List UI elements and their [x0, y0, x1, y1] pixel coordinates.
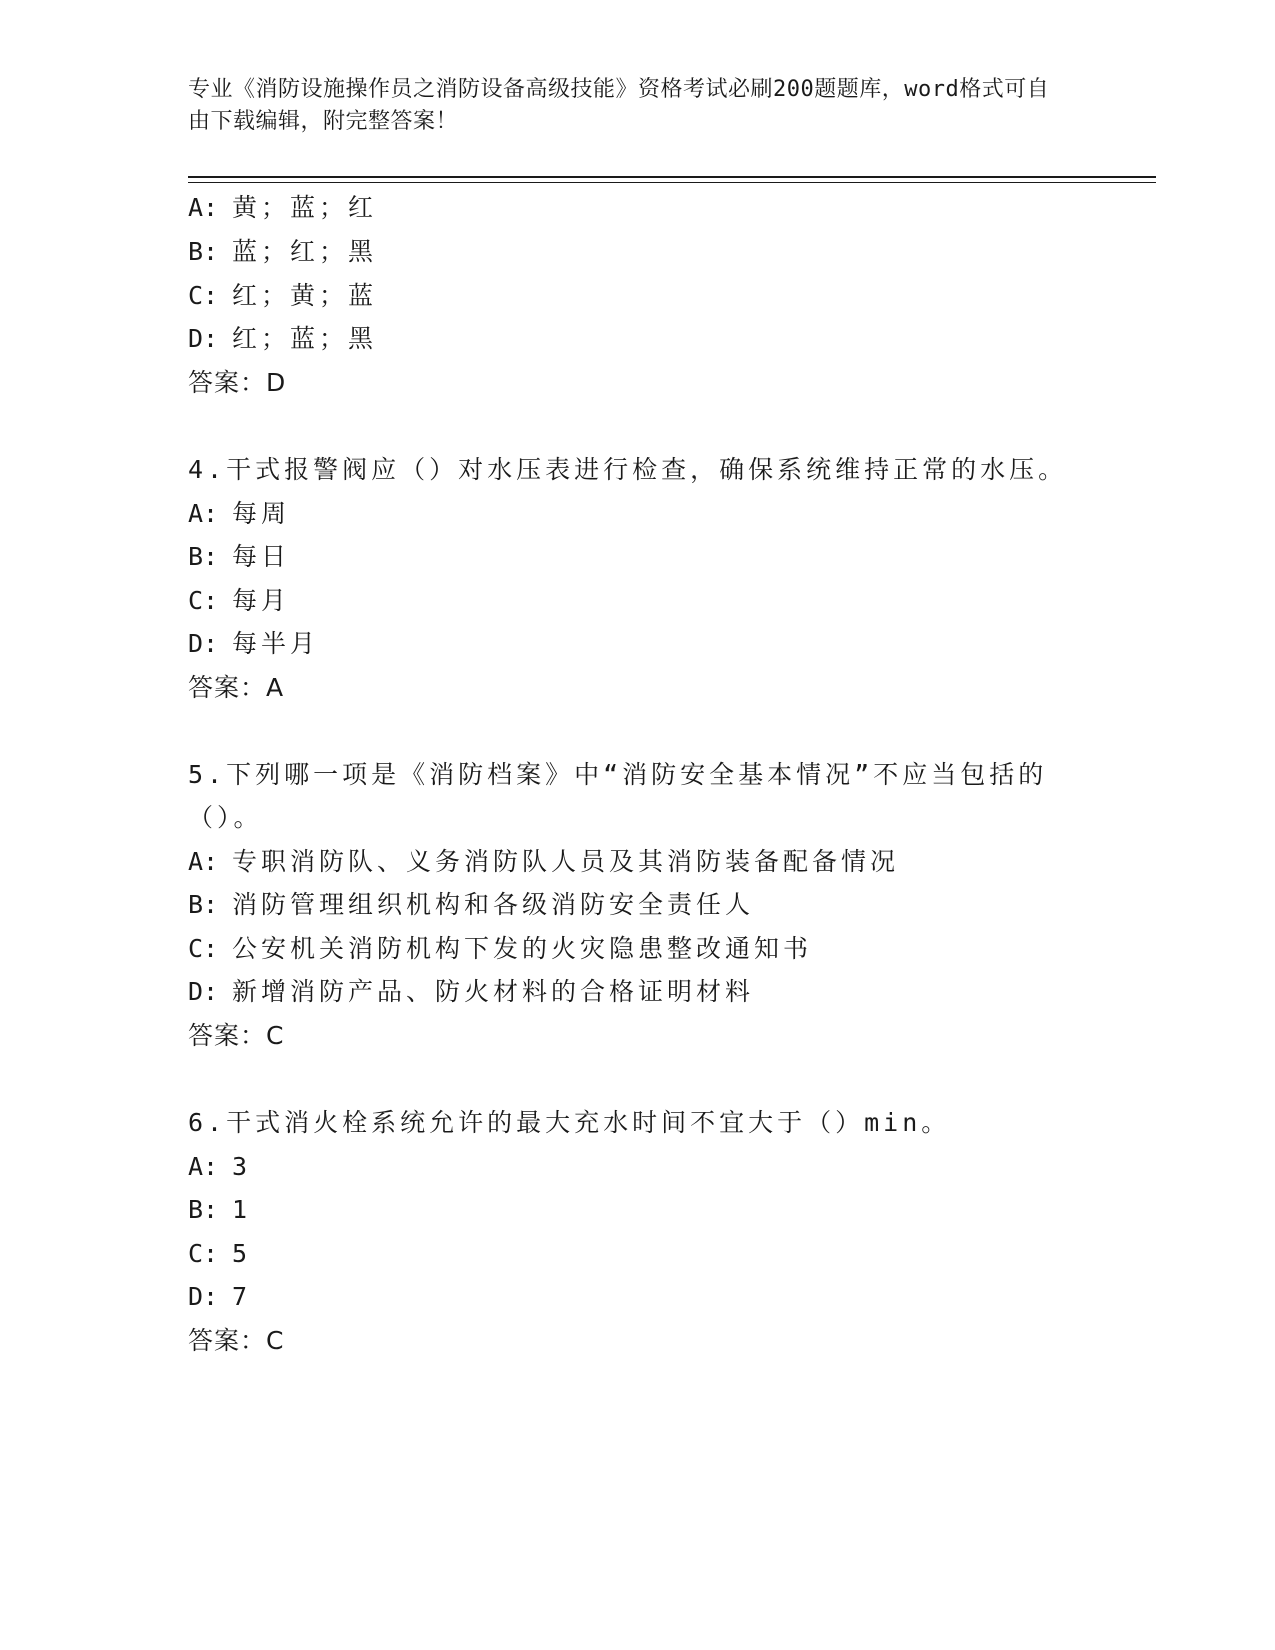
q5-option-c: [188, 933, 812, 965]
header-divider-thin: [188, 182, 1156, 183]
option-letter: B:: [188, 542, 219, 571]
option-text: 1: [232, 1195, 252, 1224]
option-text: 蓝；红；黑: [232, 237, 378, 266]
q4-option-a: [188, 498, 290, 530]
q5-option-d: [188, 976, 754, 1008]
q3-answer: 答案：D: [188, 368, 287, 397]
option-text: 红；蓝；黑: [232, 324, 378, 353]
q6-option-d: [188, 1281, 251, 1313]
option-text: 专职消防队、义务消防队人员及其消防装备配备情况: [232, 847, 900, 876]
q5-option-b: [188, 889, 754, 921]
option-letter: C:: [188, 586, 219, 615]
option-letter: C:: [188, 1239, 219, 1268]
option-text: 每月: [232, 586, 291, 615]
q3-option-d: [188, 323, 377, 355]
option-text: 每日: [232, 542, 291, 571]
q4-option-b: [188, 541, 290, 573]
option-letter: B:: [188, 237, 219, 266]
option-letter: A:: [188, 847, 219, 876]
option-letter: D:: [188, 977, 219, 1006]
option-letter: D:: [188, 1282, 219, 1311]
q4-question: 4.干式报警阀应（）对水压表进行检查，确保系统维持正常的水压。: [188, 455, 1068, 484]
option-text: 公安机关消防机构下发的火灾隐患整改通知书: [232, 934, 813, 963]
option-letter: C:: [188, 281, 219, 310]
q4-option-d: [188, 628, 319, 660]
q6-option-b: [188, 1194, 251, 1226]
q6-option-a: [188, 1151, 251, 1183]
option-letter: B:: [188, 890, 219, 919]
option-letter: A:: [188, 499, 219, 528]
q5-answer: 答案：C: [188, 1021, 285, 1050]
q4-answer: 答案：A: [188, 673, 285, 702]
option-letter: D:: [188, 324, 219, 353]
option-text: 3: [232, 1152, 252, 1181]
option-letter: A:: [188, 1152, 219, 1181]
option-text: 7: [232, 1282, 252, 1311]
q6-question: 6.干式消火栓系统允许的最大充水时间不宜大于（）min。: [188, 1108, 951, 1137]
option-letter: B:: [188, 1195, 219, 1224]
q5-question-line1: 5.下列哪一项是《消防档案》中“消防安全基本情况”不应当包括的: [188, 760, 1048, 789]
header-divider-thick: [188, 176, 1156, 178]
q6-answer: 答案：C: [188, 1326, 285, 1355]
q4-option-c: [188, 585, 290, 617]
option-letter: C:: [188, 934, 219, 963]
q3-option-b: [188, 236, 377, 268]
q6-option-c: [188, 1238, 251, 1270]
option-text: 每半月: [232, 629, 320, 658]
q3-option-c: [188, 280, 377, 312]
option-text: 新增消防产品、防火材料的合格证明材料: [232, 977, 755, 1006]
document-header: 专业《消防设施操作员之消防设备高级技能》资格考试必刷200题题库，word格式可自由下载编辑，附完整答案！: [188, 77, 1050, 134]
option-text: 每周: [232, 499, 291, 528]
option-text: 消防管理组织机构和各级消防安全责任人: [232, 890, 755, 919]
q5-question-line2: （）。: [188, 803, 263, 832]
option-text: 红；黄；蓝: [232, 281, 378, 310]
option-letter: A:: [188, 193, 219, 222]
option-text: 黄；蓝；红: [232, 193, 378, 222]
option-letter: D:: [188, 629, 219, 658]
q3-option-a: [188, 192, 377, 224]
option-text: 5: [232, 1239, 252, 1268]
q5-option-a: [188, 846, 899, 878]
